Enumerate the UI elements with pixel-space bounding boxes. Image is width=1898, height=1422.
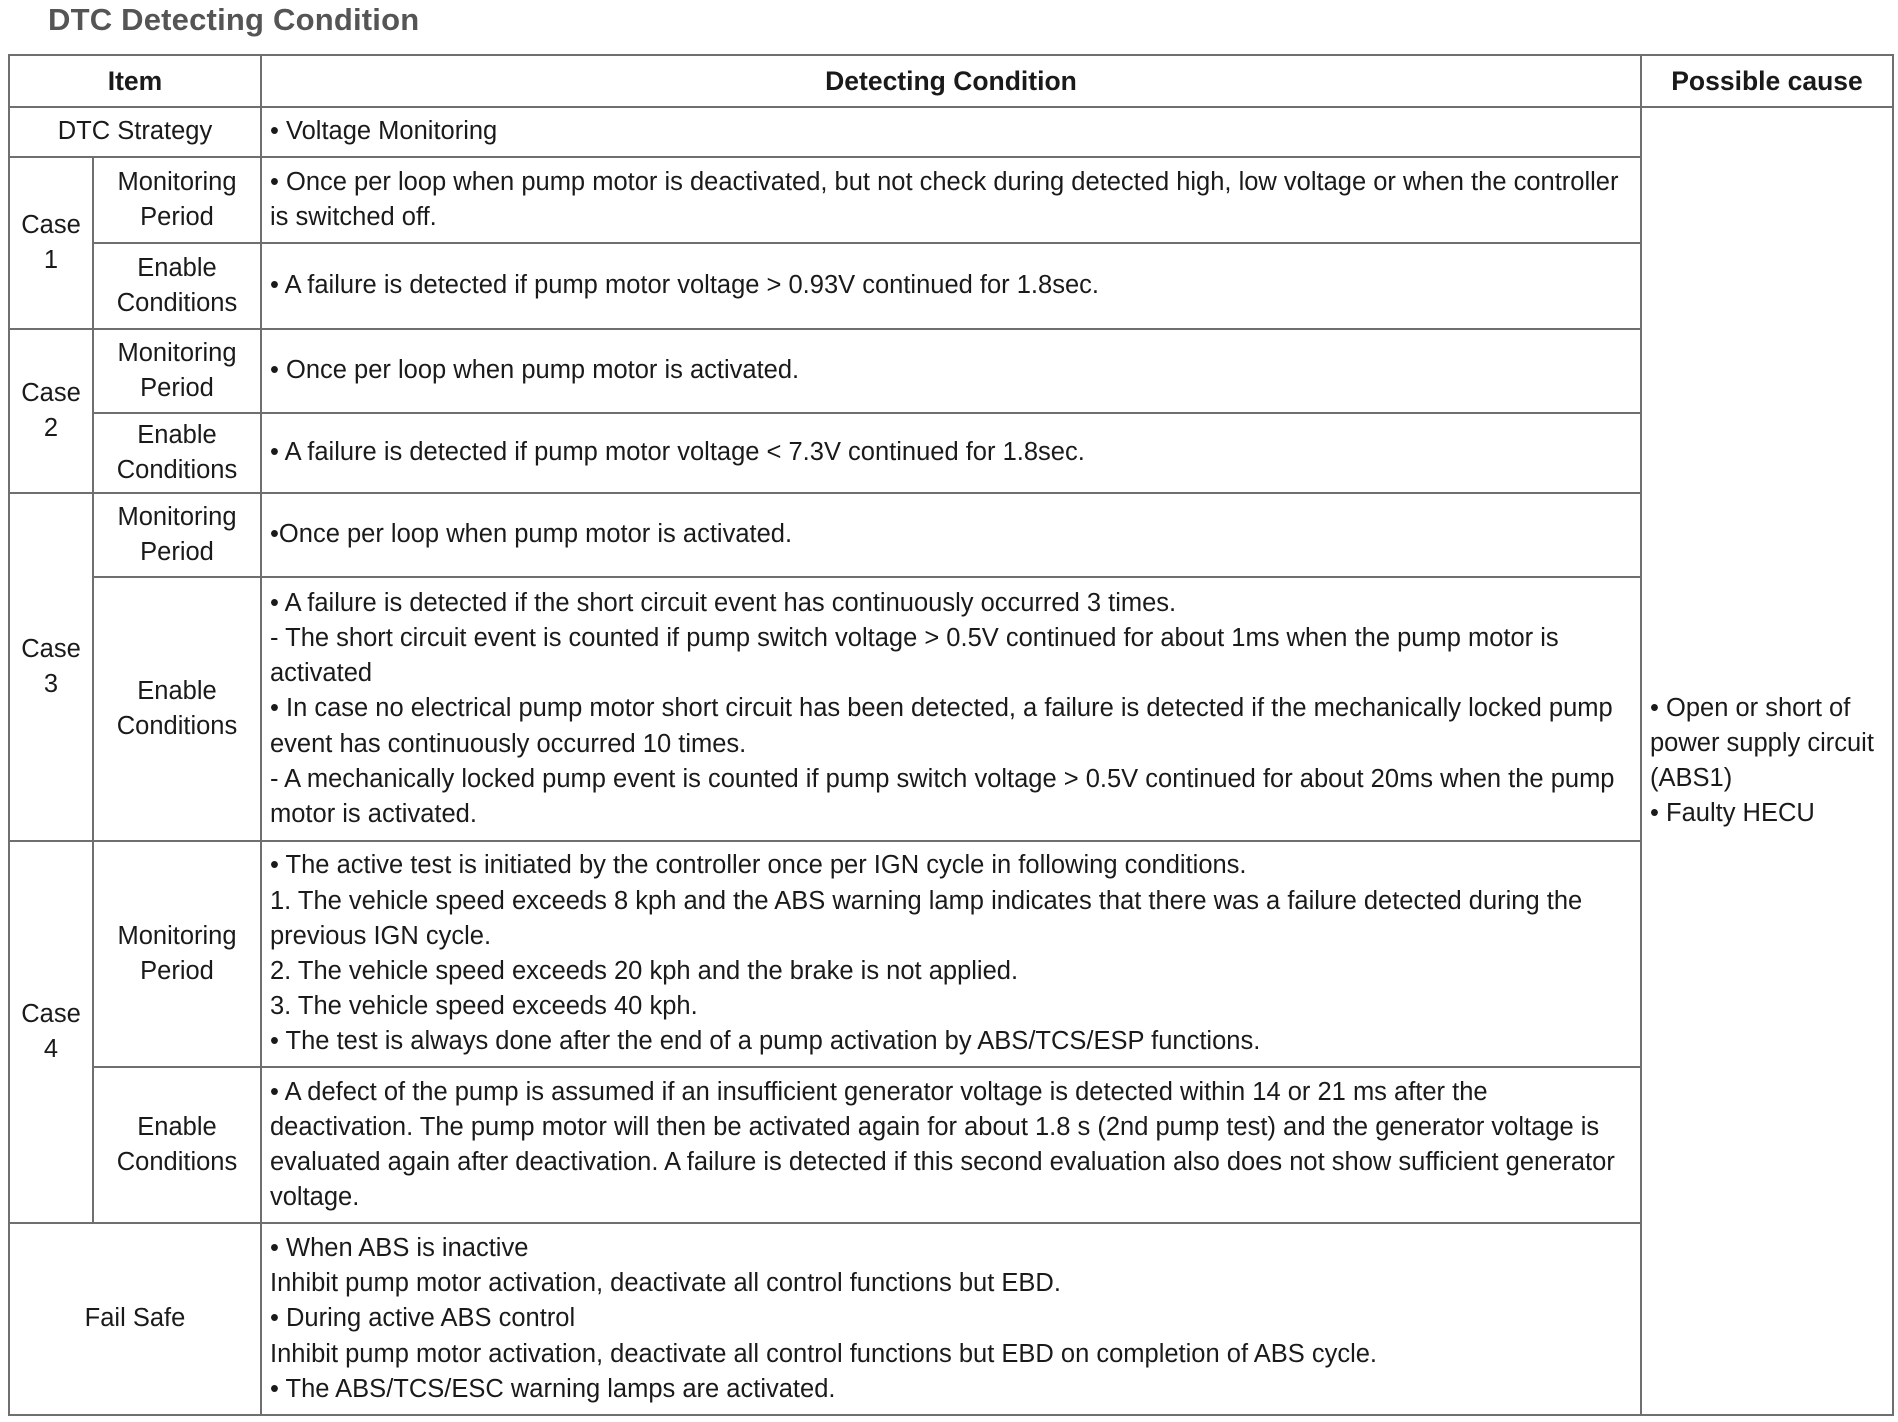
case-3-monitoring-label <box>93 493 261 577</box>
sub-label-line: Conditions <box>116 1148 238 1176</box>
row-case3-enable <box>9 577 1893 841</box>
case-label-number: 4 <box>43 1035 59 1063</box>
dtc-strategy-condition <box>261 107 1641 157</box>
case-label-word: Case <box>21 634 81 663</box>
case-3-enable-condition <box>261 577 1641 841</box>
sub-label-line: Period <box>140 957 214 985</box>
case-4-enable-label <box>93 1067 261 1223</box>
dtc-detecting-condition-table <box>8 54 1894 1416</box>
sub-label-line: Conditions <box>116 289 238 317</box>
condition-line: • The active test is initiated by the controller once per IGN cycle in following conditions. <box>270 851 1247 880</box>
condition-line: - A mechanically locked pump event is counted if pump switch voltage > 0.5V continued for about 20ms when the pump motor is activated. <box>270 764 1615 828</box>
condition-line: Inhibit pump motor activation, deactivate all control functions but EBD. <box>270 1269 1061 1298</box>
possible-cause-cell <box>1641 107 1893 1415</box>
case-1-enable-label <box>93 243 261 329</box>
case-label-number: 1 <box>43 246 59 274</box>
sub-label-line: Period <box>140 203 214 231</box>
condition-line: • Once per loop when pump motor is activated. <box>270 356 800 385</box>
condition-line: - The short circuit event is counted if pump switch voltage > 0.5V continued for about 1ms when the pump motor is activated <box>270 624 1559 688</box>
case-3-enable-label <box>93 577 261 841</box>
case-4-enable-condition <box>261 1067 1641 1223</box>
row-case2-monitoring <box>9 329 1893 413</box>
possible-cause-line: • Faulty HECU <box>1650 799 1815 828</box>
header-item: Item <box>9 55 261 107</box>
case-2-monitoring-condition <box>261 329 1641 413</box>
sub-label-line: Monitoring <box>117 338 237 367</box>
sub-label-line: Enable <box>137 420 217 449</box>
header-possible-cause: Possible cause <box>1641 55 1893 107</box>
sub-label-line: Monitoring <box>117 921 237 950</box>
case-2-monitoring-label <box>93 329 261 413</box>
sub-label-line: Period <box>140 538 214 566</box>
condition-line: • The ABS/TCS/ESC warning lamps are activated. <box>270 1374 836 1403</box>
fail-safe-condition <box>261 1223 1641 1415</box>
row-fail-safe <box>9 1223 1893 1415</box>
fail-safe-label: Fail Safe <box>9 1223 261 1415</box>
condition-line: Inhibit pump motor activation, deactivate all control functions but EBD on completion of ABS cycle. <box>270 1339 1377 1368</box>
row-case1-monitoring <box>9 157 1893 243</box>
sub-label-line: Enable <box>137 253 217 282</box>
condition-line: • Voltage Monitoring <box>270 117 498 146</box>
case-2-enable-label <box>93 413 261 493</box>
case-3-monitoring-condition <box>261 493 1641 577</box>
condition-line: • A failure is detected if pump motor voltage > 0.93V continued for 1.8sec. <box>270 271 1099 300</box>
header-row <box>9 55 1893 107</box>
page-title: DTC Detecting Condition <box>48 2 420 37</box>
case-label-number: 3 <box>43 670 59 698</box>
condition-line: •Once per loop when pump motor is activated. <box>270 520 793 549</box>
condition-line: 2. The vehicle speed exceeds 20 kph and the brake is not applied. <box>270 957 1019 985</box>
row-case3-monitoring <box>9 493 1893 577</box>
row-case4-monitoring <box>9 841 1893 1067</box>
condition-line: • In case no electrical pump motor short circuit has been detected, a failure is detected if the mechanically locked pump event has continuously occurred 10 times. <box>270 694 1613 758</box>
condition-line: • The test is always done after the end of a pump activation by ABS/TCS/ESP functions. <box>270 1027 1261 1056</box>
possible-cause-line: • Open or short of power supply circuit (ABS1) <box>1650 693 1874 792</box>
case-label-word: Case <box>21 210 81 239</box>
row-dtc-strategy <box>9 107 1893 157</box>
case-2-label <box>9 329 93 493</box>
case-4-monitoring-condition <box>261 841 1641 1067</box>
case-1-label <box>9 157 93 329</box>
condition-line: • During active ABS control <box>270 1304 576 1333</box>
sub-label-line: Period <box>140 374 214 402</box>
case-2-enable-condition <box>261 413 1641 493</box>
sub-label-line: Conditions <box>116 456 238 484</box>
sub-label-line: Enable <box>137 676 217 705</box>
case-label-word: Case <box>21 999 81 1028</box>
row-case4-enable <box>9 1067 1893 1223</box>
case-3-label <box>9 493 93 841</box>
case-1-monitoring-condition <box>261 157 1641 243</box>
sub-label-line: Monitoring <box>117 167 237 196</box>
row-case2-enable <box>9 413 1893 493</box>
case-4-monitoring-label <box>93 841 261 1067</box>
sub-label-line: Monitoring <box>117 502 237 531</box>
case-label-word: Case <box>21 378 81 407</box>
condition-line: • When ABS is inactive <box>270 1234 529 1263</box>
case-label-number: 2 <box>43 414 59 442</box>
row-case1-enable <box>9 243 1893 329</box>
condition-line: 3. The vehicle speed exceeds 40 kph. <box>270 992 698 1021</box>
condition-line: 1. The vehicle speed exceeds 8 kph and the ABS warning lamp indicates that there was a failure detected during the previous IGN cycle. <box>270 886 1583 950</box>
condition-line: • A defect of the pump is assumed if an insufficient generator voltage is detected within 14 or 21 ms after the deactivation. The pump motor will then be activated again for about 1.8 s (2nd pump test) and the generator voltage is evaluated again after deactivation. A failure is detected if this second evaluation also does not show sufficient generator voltage. <box>270 1077 1615 1212</box>
case-4-label <box>9 841 93 1223</box>
sub-label-line: Conditions <box>116 712 238 740</box>
header-detecting-condition: Detecting Condition <box>261 55 1641 107</box>
condition-line: • Once per loop when pump motor is deactivated, but not check during detected high, low voltage or when the controller is switched off. <box>270 167 1619 231</box>
case-1-enable-condition <box>261 243 1641 329</box>
case-1-monitoring-label <box>93 157 261 243</box>
condition-line: • A failure is detected if the short circuit event has continuously occurred 3 times. <box>270 588 1177 617</box>
dtc-strategy-label: DTC Strategy <box>9 107 261 157</box>
condition-line: • A failure is detected if pump motor voltage < 7.3V continued for 1.8sec. <box>270 438 1085 467</box>
sub-label-line: Enable <box>137 1112 217 1141</box>
